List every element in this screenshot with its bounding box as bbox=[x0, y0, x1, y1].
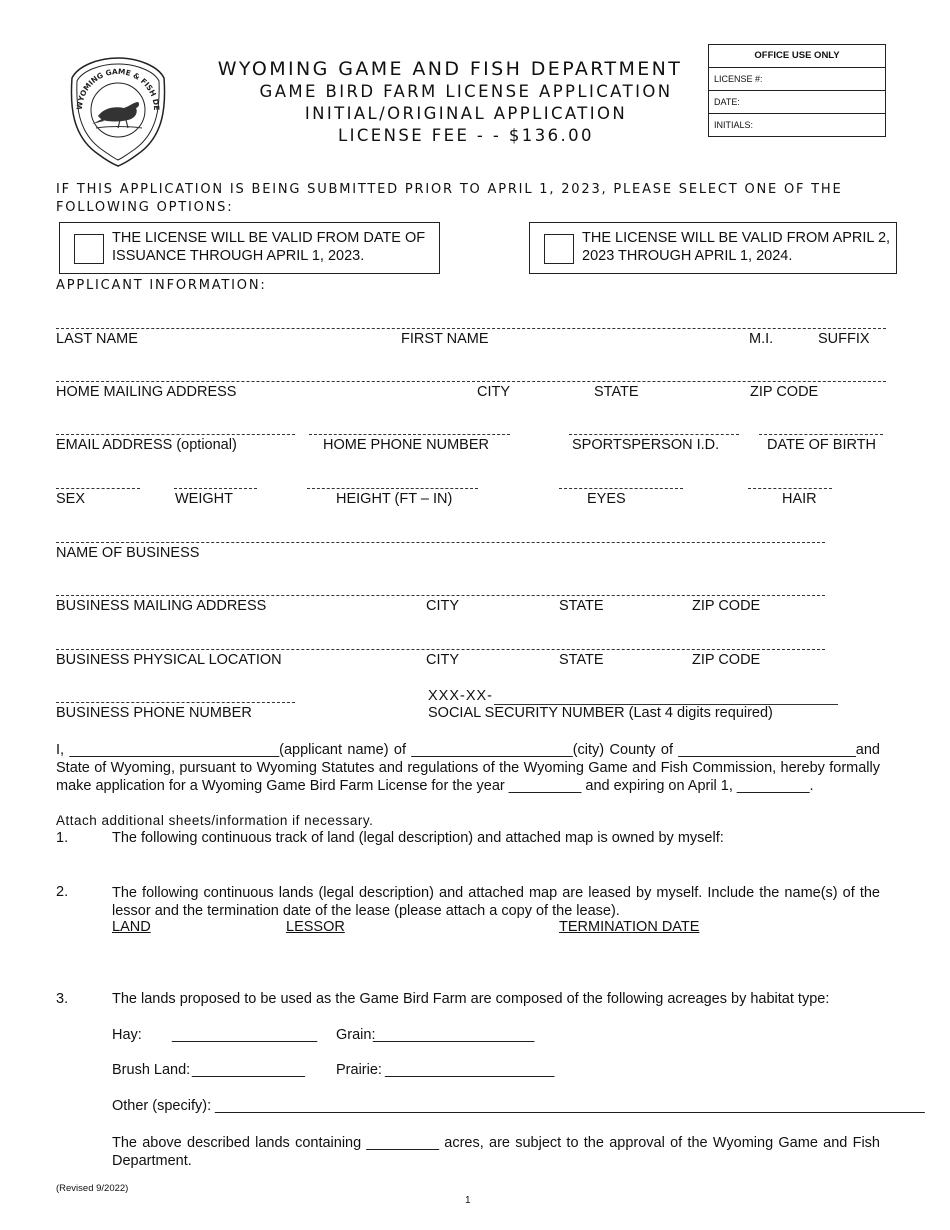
grain-label: Grain: bbox=[336, 1027, 376, 1043]
department-seal bbox=[68, 56, 168, 168]
business-address-label: BUSINESS MAILING ADDRESS bbox=[56, 598, 267, 614]
weight-line[interactable] bbox=[174, 488, 257, 489]
home-phone-line[interactable] bbox=[309, 434, 510, 435]
suffix-label: SUFFIX bbox=[818, 331, 870, 347]
office-initials-field[interactable]: INITIALS: bbox=[709, 113, 885, 136]
other-label: Other (specify): bbox=[112, 1098, 212, 1114]
hay-field[interactable]: __________________ bbox=[172, 1027, 318, 1043]
item-1-number: 1. bbox=[56, 830, 69, 846]
office-date-field[interactable]: DATE: bbox=[709, 90, 885, 113]
option-a[interactable] bbox=[59, 222, 440, 274]
item-2-text: The following continuous lands (legal description) and attached map are leased by myself. Include the name(s) of the lessor and the termination date of the lease (please attach a copy of the lease). bbox=[112, 885, 880, 919]
page-number: 1 bbox=[465, 1195, 471, 1206]
office-license-field[interactable]: LICENSE #: bbox=[709, 67, 885, 90]
applicant-heading: APPLICANT INFORMATION: bbox=[56, 278, 267, 293]
location-city-label: CITY bbox=[426, 652, 460, 668]
revision-note: (Revised 9/2022) bbox=[56, 1183, 129, 1194]
brush-field[interactable]: ______________ bbox=[192, 1062, 305, 1078]
dob-label: DATE OF BIRTH bbox=[767, 437, 877, 453]
hair-line[interactable] bbox=[748, 488, 832, 489]
business-location-label: BUSINESS PHYSICAL LOCATION bbox=[56, 652, 282, 668]
grain-field[interactable]: ____________________ bbox=[373, 1027, 535, 1043]
submission-intro: IF THIS APPLICATION IS BEING SUBMITTED PRIOR TO APRIL 1, 2023, PLEASE SELECT ONE OF THE FOLLOWING OPTIONS: bbox=[56, 182, 843, 215]
option-a-checkbox[interactable] bbox=[74, 234, 104, 264]
weight-label: WEIGHT bbox=[175, 491, 233, 507]
seal-text: WYOMING GAME & FISH DE bbox=[74, 66, 162, 111]
item-2-number: 2. bbox=[56, 884, 69, 900]
column-termination: TERMINATION DATE bbox=[559, 919, 700, 935]
dob-line[interactable] bbox=[759, 434, 883, 435]
option-b-checkbox[interactable] bbox=[544, 234, 574, 264]
home-address-line[interactable] bbox=[56, 381, 886, 382]
eyes-line[interactable] bbox=[559, 488, 683, 489]
email-label: EMAIL ADDRESS (optional) bbox=[56, 437, 237, 453]
first-name-label: FIRST NAME bbox=[401, 331, 489, 347]
agency-title: WYOMING GAME AND FISH DEPARTMENT bbox=[217, 58, 683, 80]
sportsperson-label: SPORTSPERSON I.D. bbox=[572, 437, 720, 453]
item-3-number: 3. bbox=[56, 991, 69, 1007]
location-state-label: STATE bbox=[559, 652, 604, 668]
last-name-label: LAST NAME bbox=[56, 331, 138, 347]
name-line[interactable] bbox=[56, 328, 886, 329]
height-label: HEIGHT (FT – IN) bbox=[336, 491, 453, 507]
business-city-label: CITY bbox=[426, 598, 460, 614]
hair-label: HAIR bbox=[782, 491, 817, 507]
home-state-label: STATE bbox=[594, 384, 639, 400]
business-name-line[interactable] bbox=[56, 542, 825, 543]
business-location-line[interactable] bbox=[56, 649, 825, 650]
home-phone-label: HOME PHONE NUMBER bbox=[323, 437, 489, 453]
form-subtitle: INITIAL/ORIGINAL APPLICATION bbox=[304, 104, 628, 123]
column-lessor: LESSOR bbox=[286, 919, 345, 935]
other-field[interactable]: ________________________________________________________________________________________ bbox=[215, 1098, 925, 1114]
business-phone-line[interactable] bbox=[56, 702, 295, 703]
business-name-label: NAME OF BUSINESS bbox=[56, 545, 200, 561]
option-b-label: THE LICENSE WILL BE VALID FROM APRIL 2, 2023 THROUGH APRIL 1, 2024. bbox=[582, 230, 891, 264]
hay-label: Hay: bbox=[112, 1027, 142, 1043]
prairie-label: Prairie: bbox=[336, 1062, 382, 1078]
home-zip-label: ZIP CODE bbox=[750, 384, 819, 400]
item-3-text: The lands proposed to be used as the Game Bird Farm are composed of the following acreages by habitat type: bbox=[112, 991, 830, 1007]
form-title: GAME BIRD FARM LICENSE APPLICATION bbox=[259, 82, 673, 101]
location-zip-label: ZIP CODE bbox=[692, 652, 761, 668]
business-state-label: STATE bbox=[559, 598, 604, 614]
height-line[interactable] bbox=[307, 488, 478, 489]
declaration-text: I, __________________________(applicant name) of ____________________(city) County of ______________________and State of Wyoming, pursuant to Wyoming Statutes and regulations of the Wyoming Game and Fish Commission, hereby formally make application for a Wyoming Game Bird Farm License for the year _________ and expiring on April 1, _________. bbox=[56, 742, 880, 794]
home-address-label: HOME MAILING ADDRESS bbox=[56, 384, 237, 400]
column-land: LAND bbox=[112, 919, 151, 935]
business-phone-label: BUSINESS PHONE NUMBER bbox=[56, 705, 252, 721]
mi-label: M.I. bbox=[749, 331, 774, 347]
eyes-label: EYES bbox=[587, 491, 626, 507]
sex-label: SEX bbox=[56, 491, 86, 507]
license-fee: LICENSE FEE - - $136.00 bbox=[338, 126, 594, 145]
sportsperson-line[interactable] bbox=[569, 434, 739, 435]
option-b[interactable] bbox=[529, 222, 897, 274]
ssn-prefix: XXX-XX- bbox=[428, 688, 494, 704]
prairie-field[interactable]: _____________________ bbox=[385, 1062, 555, 1078]
attach-note: Attach additional sheets/information if necessary. bbox=[56, 813, 374, 828]
approval-text: The above described lands containing _________ acres, are subject to the approval of the Wyoming Game and Fish Department. bbox=[112, 1135, 880, 1169]
email-line[interactable] bbox=[56, 434, 295, 435]
business-zip-label: ZIP CODE bbox=[692, 598, 761, 614]
brush-label: Brush Land: bbox=[112, 1062, 191, 1078]
business-address-line[interactable] bbox=[56, 595, 825, 596]
office-use-title: OFFICE USE ONLY bbox=[754, 50, 840, 61]
ssn-label: SOCIAL SECURITY NUMBER (Last 4 digits required) bbox=[428, 705, 773, 721]
item-1-text: The following continuous track of land (legal description) and attached map is owned by myself: bbox=[112, 830, 724, 846]
home-city-label: CITY bbox=[477, 384, 511, 400]
option-a-label: THE LICENSE WILL BE VALID FROM DATE OF ISSUANCE THROUGH APRIL 1, 2023. bbox=[112, 230, 426, 264]
office-use-box bbox=[708, 44, 886, 137]
sex-line[interactable] bbox=[56, 488, 140, 489]
